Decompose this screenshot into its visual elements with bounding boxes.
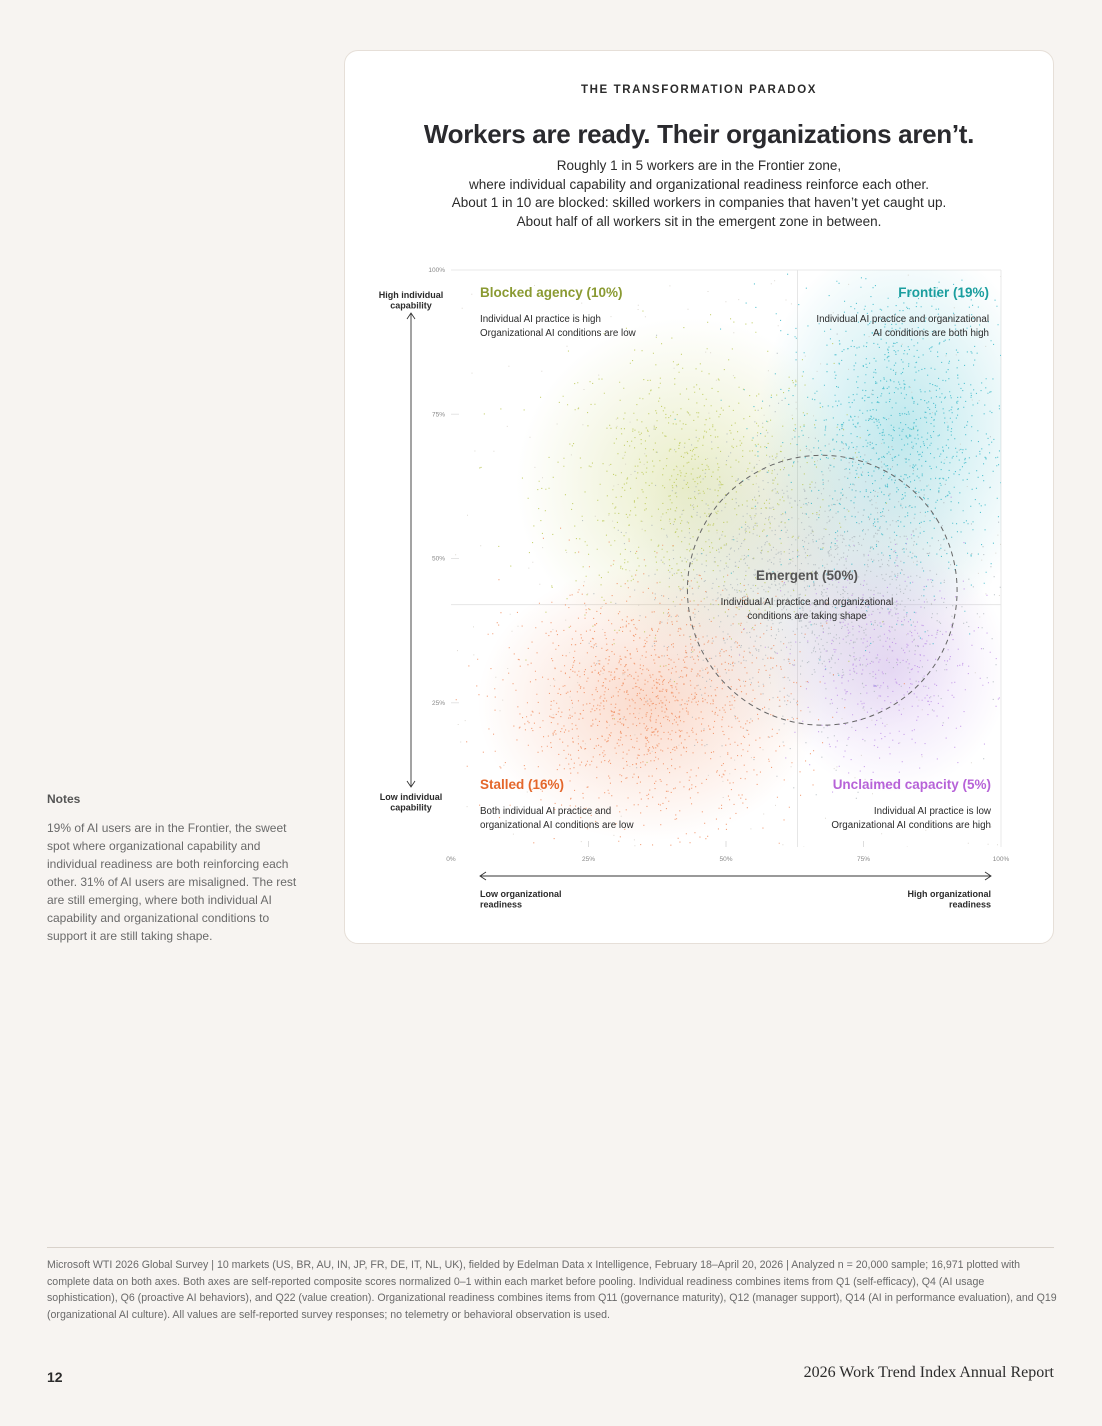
x-axis-label-high: High organizational readiness (907, 889, 991, 910)
x-tick-label: 75% (856, 856, 871, 863)
report-title: 2026 Work Trend Index Annual Report (803, 1364, 1054, 1381)
zone-title-frontier: Frontier (19%) (898, 285, 989, 300)
subtitle-line: About 1 in 10 are blocked: skilled workers in companies that haven’t yet caught up. (451, 195, 947, 210)
zone-description-stalled: Both individual AI practice and (480, 806, 612, 817)
zone-title-emergent: Emergent (50%) (755, 568, 859, 583)
quadrant-scatter-chart (345, 51, 1055, 945)
page-number: 12 (47, 1369, 63, 1385)
zone-description-unclaimed-capacity: Organizational AI conditions are high (831, 820, 991, 831)
source-note: Microsoft WTI 2026 Global Survey | 10 markets (US, BR, AU, IN, JP, FR, DE, IT, NL, UK), fielded by Edelman Data x Intelligence, February 18–April 20, 2026 | Analyzed n = 20,000 sample; 16,971 plotted with complete data on both axes. Both axes are self-reported composite scores normalized 0–1 within each market before pooling. Individual readiness combines items from Q1 (self-efficacy), Q4 (AI usage sophistication), Q6 (proactive AI behaviors), and Q22 (value creation). Organizational readiness combines items from Q11 (governance maturity), Q12 (manager support), Q14 (AI in performance evaluation), and Q19 (organizational AI culture). All values are self-reported survey responses; no telemetry or behavioral observation is used. (47, 1259, 1057, 1321)
subtitle-line: where individual capability and organizational readiness reinforce each other. (468, 176, 930, 192)
zone-description-frontier: Individual AI practice and organizational (816, 314, 989, 325)
y-tick-label: 50% (431, 555, 445, 563)
y-tick-label: 75% (431, 411, 445, 419)
x-tick-label: 100% (992, 856, 1010, 863)
subtitle-line: About half of all workers sit in the emergent zone in between. (516, 213, 882, 229)
footer-divider (47, 1247, 1054, 1248)
notes-title: Notes (47, 792, 81, 806)
y-tick-label: 100% (428, 267, 445, 274)
subtitle-line: Roughly 1 in 5 workers are in the Frontier zone, (556, 158, 842, 173)
y-tick-label: 25% (431, 699, 445, 707)
y-axis-label-high: High individual capability (378, 290, 444, 311)
zone-description-unclaimed-capacity: Individual AI practice is low (873, 806, 991, 817)
zone-description-emergent: Individual AI practice and organizational (720, 597, 894, 608)
zone-description-emergent: conditions are taking shape (747, 611, 867, 622)
zone-title-blocked-agency: Blocked agency (10%) (480, 285, 623, 300)
x-axis-label-low: Low organizational readiness (480, 889, 562, 910)
zone-description-blocked-agency: Organizational AI conditions are low (480, 328, 636, 339)
zone-title-unclaimed-capacity: Unclaimed capacity (5%) (832, 777, 991, 792)
zone-title-stalled: Stalled (16%) (480, 777, 565, 792)
zone-description-frontier: AI conditions are both high (872, 328, 989, 339)
notes-body: 19% of AI users are in the Frontier, the sweet spot where organizational capability and individual readiness are both reinforcing each other. 31% of AI users are misaligned. The rest are still emerging, where both individual AI capability and organizational conditions to support it are still taking shape. (47, 821, 297, 943)
eyebrow: THE TRANSFORMATION PARADOX (580, 84, 818, 96)
x-tick-label: 0% (446, 856, 456, 863)
x-tick-label: 50% (719, 856, 733, 863)
y-axis-label-low: Low individual capability (379, 792, 443, 813)
zone-description-blocked-agency: Individual AI practice is high (480, 314, 601, 325)
chart-card (344, 50, 1054, 944)
zone-description-stalled: organizational AI conditions are low (480, 820, 634, 831)
x-tick-label: 25% (581, 856, 596, 863)
headline: Workers are ready. Their organizations aren’t. (423, 119, 975, 149)
